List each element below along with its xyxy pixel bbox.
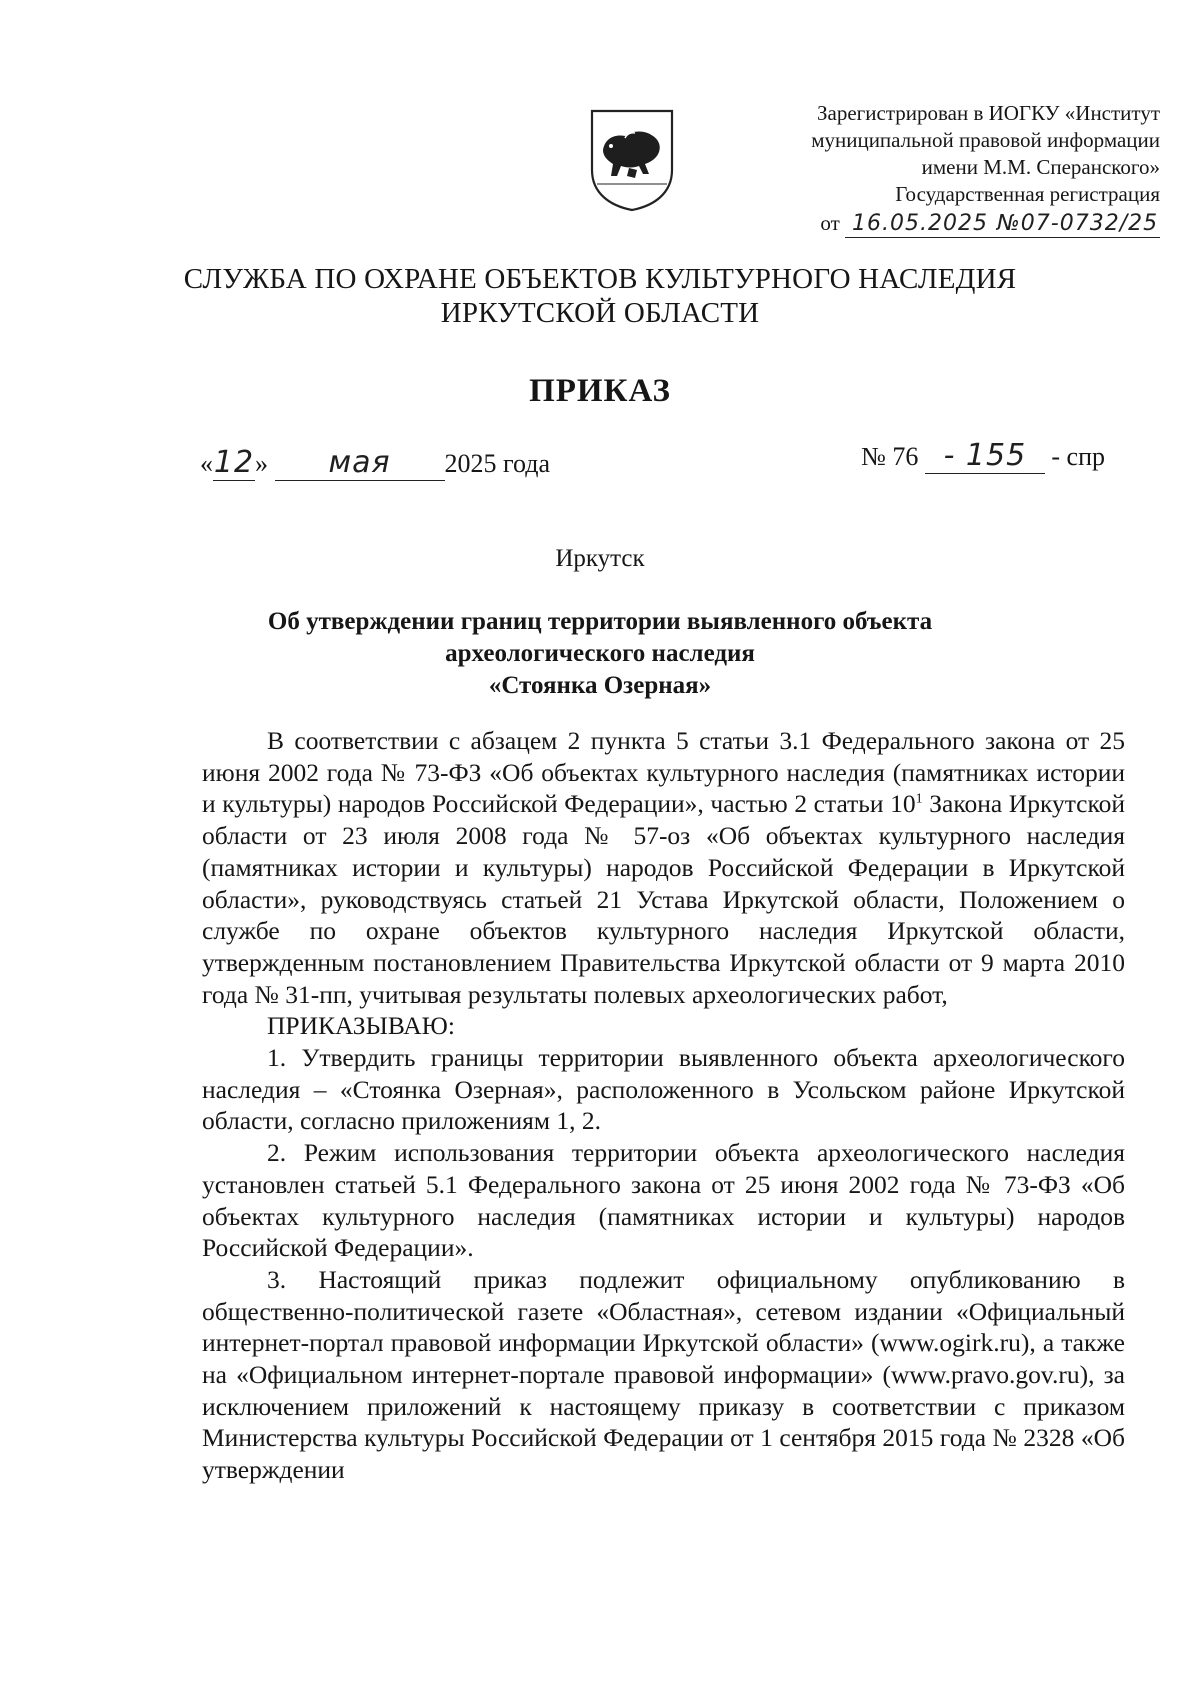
registration-line: муниципальной правовой информации bbox=[811, 128, 1160, 152]
irkutsk-coat-of-arms-icon bbox=[589, 108, 675, 212]
order-item-3: 3. Настоящий приказ подлежит официальному опубликованию в общественно-политической газете «Областная», сетевом издании «Официальный интернет-портал правовой информации Иркутской области» (www.ogirk.ru), а также на «Официальном интернет-портале правовой информации» (www.pravo.gov.ru), за исключением приложений к настоящему приказу в соответствии с приказом Министерства культуры Российской Федерации от 1 сентября 2015 года № 2328 «Об утверждении bbox=[202, 1264, 1125, 1485]
preamble-superscript: 1 bbox=[915, 791, 923, 807]
order-date bbox=[200, 445, 550, 481]
order-item-1: 1. Утвердить границы территории выявленного объекта археологического наследия – «Стоянка Озерная», расположенного в Усольском районе Иркутской области, согласно приложениям 1, 2. bbox=[202, 1043, 1125, 1136]
registration-number: №07-0732/25 bbox=[996, 211, 1159, 236]
subject-line: «Стоянка Озерная» bbox=[488, 672, 712, 699]
date-day: 12 bbox=[213, 445, 255, 480]
order-number-prefix: № 76 bbox=[861, 442, 919, 471]
agency-line: СЛУЖБА ПО ОХРАНЕ ОБЪЕКТОВ КУЛЬТУРНОГО НАСЛЕДИЯ bbox=[183, 263, 1017, 295]
preamble-paragraph bbox=[202, 725, 1125, 1010]
subject-line: археологического наследия bbox=[445, 640, 755, 667]
registration-date: 16.05.2025 bbox=[845, 210, 995, 238]
order-item-2: 2. Режим использования территории объекта археологического наследия установлен статьей 5.1 Федерального закона от 25 июня 2002 года № 73-ФЗ «Об объектах культурного наследия (памятниках истории и культуры) народов Российской Федерации». bbox=[202, 1138, 1125, 1263]
city-name: Иркутск bbox=[555, 545, 645, 572]
registration-line: Государственная регистрация bbox=[895, 182, 1160, 206]
agency-name bbox=[0, 262, 1200, 330]
preamble-text: Закона Иркутской области от 23 июля 2008 года № 57-оз «Об объектах культурного наследия (памятниках истории и культуры) народов Российской Федерации в Иркутской области», руководствуясь статьей 21 Устава Иркутской области, Положением о службе по охране объектов культурного наследия Иркутской области, утвержденным постановлением Правительства Иркутской области от 9 марта 2010 года № 31-пп, учитывая результаты полевых археологических работ, bbox=[202, 789, 1125, 1009]
agency-line: ИРКУТСКОЙ ОБЛАСТИ bbox=[440, 297, 760, 329]
registration-line: имени М.М. Сперанского» bbox=[921, 155, 1160, 179]
registration-date-line bbox=[760, 210, 1160, 238]
order-number-value: - 155 bbox=[925, 438, 1045, 474]
document-title: ПРИКАЗ bbox=[529, 373, 671, 409]
registration-line: Зарегистрирован в ИОГКУ «Институт bbox=[816, 101, 1160, 125]
date-close-quote: » bbox=[255, 449, 268, 478]
order-subject bbox=[0, 606, 1200, 702]
preamble-text: В соответствии с абзацем 2 пункта 5 статьи 3.1 Федерального закона от 25 июня 2002 года № 73-ФЗ «Об объектах культурного наследия (памятниках истории и культуры) народов Российской Федерации», частью 2 статьи 10 bbox=[202, 726, 1125, 819]
date-month: мая bbox=[275, 445, 445, 481]
order-body bbox=[202, 725, 1125, 1486]
registration-from-label: от bbox=[820, 211, 840, 235]
date-open-quote: « bbox=[200, 449, 213, 478]
order-number-suffix: - спр bbox=[1051, 442, 1105, 471]
date-year: 2025 года bbox=[444, 449, 551, 478]
subject-line: Об утверждении границ территории выявленного объекта bbox=[267, 608, 933, 635]
order-number bbox=[861, 438, 1105, 474]
registration-stamp bbox=[760, 100, 1160, 238]
order-word: ПРИКАЗЫВАЮ: bbox=[267, 1011, 455, 1041]
